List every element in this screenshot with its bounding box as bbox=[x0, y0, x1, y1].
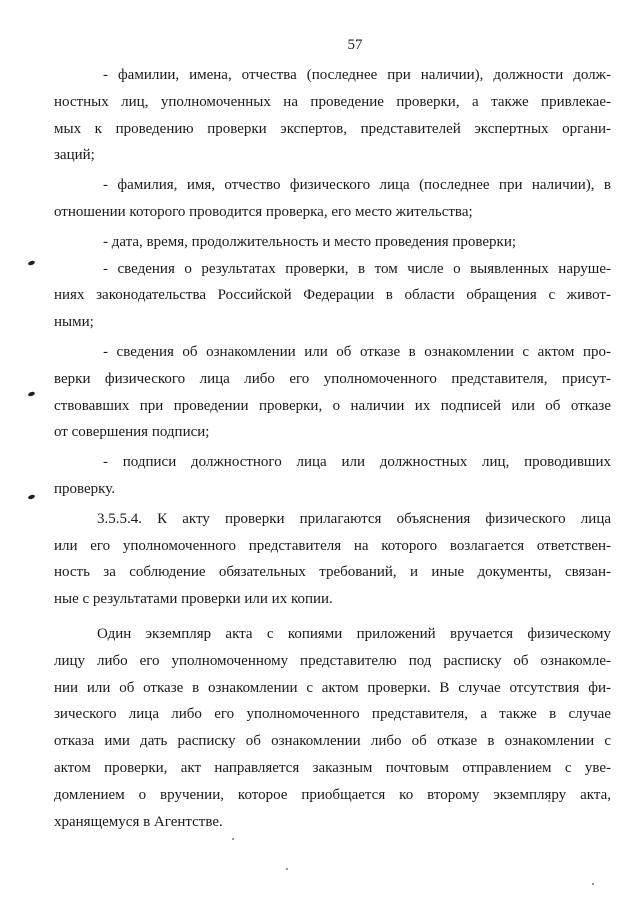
text-line: лицу либо его уполномоченному представителю под расписку об ознакомле- bbox=[54, 652, 611, 669]
text-line: 3.5.5.4. К акту проверки прилагаются объяснения физического лица bbox=[97, 510, 611, 527]
text-line: заций; bbox=[54, 147, 95, 164]
punch-mark-3 bbox=[28, 494, 36, 500]
text-line: мых к проведению проверки экспертов, представителей экспертных органи- bbox=[54, 120, 611, 137]
text-line: - дата, время, продолжительность и место проведения проверки; bbox=[103, 233, 517, 250]
list-item-individual bbox=[54, 172, 611, 226]
scan-speck bbox=[232, 838, 234, 840]
text-line: - сведения об ознакомлении или об отказе в ознакомлении с актом про- bbox=[103, 343, 611, 360]
document-body bbox=[54, 62, 611, 835]
text-line: отказа ими дать расписку об ознакомлении либо об отказе в ознакомлении с bbox=[54, 733, 611, 750]
text-line: зического лица либо его уполномоченного представителя, а также в случае bbox=[54, 706, 611, 723]
text-line: проверку. bbox=[54, 480, 116, 497]
clause-3-5-5-4 bbox=[54, 506, 611, 613]
text-line: хранящемуся в Агентстве. bbox=[54, 813, 223, 830]
page-number: 57 bbox=[347, 37, 363, 53]
text-line: Один экземпляр акта с копиями приложений вручается физическому bbox=[97, 625, 611, 642]
punch-mark-2 bbox=[28, 391, 36, 397]
list-item-results bbox=[54, 256, 611, 336]
text-line: ствовавших при проведении проверки, о наличии их подписей или об отказе bbox=[54, 397, 611, 414]
text-line: верки физического лица либо его уполномоченного представителя, присут- bbox=[54, 370, 611, 387]
list-item-date-time bbox=[84, 229, 611, 256]
text-line: ными; bbox=[54, 314, 94, 331]
text-line: ностных лиц, уполномоченных на проведение проверки, а также привлекае- bbox=[54, 93, 611, 110]
text-line: ность за соблюдение обязательных требований, и иные документы, связан- bbox=[54, 564, 611, 581]
list-item-acquaintance bbox=[54, 339, 611, 446]
text-line: ные с результатами проверки или их копии. bbox=[54, 591, 333, 608]
text-line: - фамилия, имя, отчество физического лица (последнее при наличии), в bbox=[103, 177, 611, 194]
text-line: от совершения подписи; bbox=[54, 424, 210, 441]
list-item-officials bbox=[54, 62, 611, 169]
text-line: - сведения о результатах проверки, в том числе о выявленных наруше- bbox=[103, 260, 611, 277]
text-line: домлением о вручении, которое приобщается ко второму экземпляру акта, bbox=[54, 786, 611, 803]
list-item-signatures bbox=[54, 449, 611, 503]
punch-mark-1 bbox=[28, 260, 36, 266]
text-line: нии или об отказе в ознакомлении с актом проверки. В случае отсутствия фи- bbox=[54, 679, 611, 696]
scan-speck bbox=[592, 883, 594, 885]
text-line: или его уполномоченного представителя на которого возлагается ответствен- bbox=[54, 537, 611, 554]
text-line: актом проверки, акт направляется заказным почтовым отправлением с уве- bbox=[54, 759, 611, 776]
text-line: ниях законодательства Российской Федерации в области обращения с живот- bbox=[54, 287, 611, 304]
scan-speck bbox=[286, 868, 288, 870]
text-line: - фамилии, имена, отчества (последнее при наличии), должности долж- bbox=[103, 67, 611, 83]
text-line: отношении которого проводится проверка, его место жительства; bbox=[54, 203, 473, 220]
paragraph-act-copy bbox=[54, 621, 611, 835]
text-line: - подписи должностного лица или должностных лиц, проводивших bbox=[103, 454, 611, 471]
